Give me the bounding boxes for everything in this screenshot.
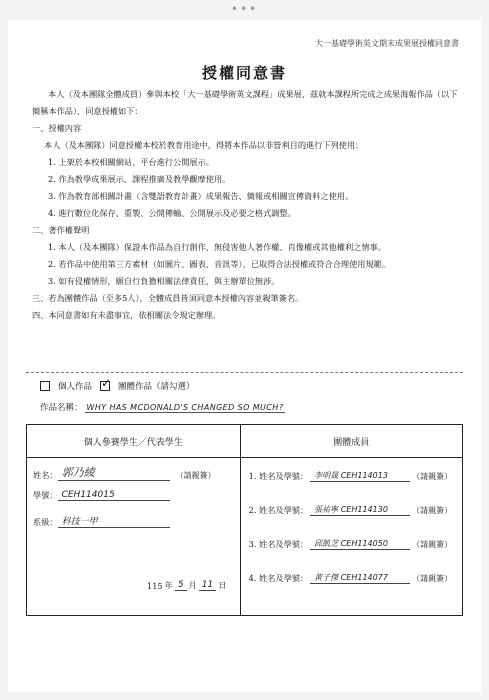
work-name-label: 作品名稱： <box>40 403 83 413</box>
date-year-unit: 年 <box>164 580 173 590</box>
section-1-item: 2. 作為教學成果展示、課程推廣及教學觀摩使用。 <box>48 174 231 184</box>
department-label: 系級： <box>33 517 58 527</box>
section-3: 三、若為團體作品（至多5人），全體成員皆須同意本授權內容並親筆簽名。 <box>32 293 304 303</box>
date-month-unit: 月 <box>188 580 197 590</box>
group-label: 團體作品（請勾選） <box>118 382 195 392</box>
section-4: 四、本同意書如有未盡事宜，依相關法令規定辦理。 <box>32 310 221 320</box>
document-page <box>8 20 481 692</box>
member-signature[interactable]: 黃子傑 CEH114077 <box>310 572 410 584</box>
sign-date <box>147 580 226 591</box>
group-checkbox[interactable] <box>100 381 110 391</box>
name-signature[interactable]: 郭乃綾 <box>58 464 170 481</box>
work-name-row <box>40 401 285 413</box>
department-value[interactable]: 科技一甲 <box>58 514 170 528</box>
members-header: 團體成員 <box>240 425 462 458</box>
work-name-value[interactable]: WHY HAS MCDONALD'S CHANGED SO MUCH? <box>86 403 284 412</box>
sign-note: （請親簽） <box>175 471 216 480</box>
member-row <box>249 572 453 584</box>
work-type-choice <box>40 380 195 392</box>
section-1-item: 3. 作為教育部相關計畫（含雙語教育計畫）成果報告、簡報或相關宣傳資料之使用。 <box>48 191 354 201</box>
more-options-icon[interactable]: ••• <box>230 2 259 16</box>
member-sign-note: （請親簽） <box>412 540 453 549</box>
section-2-item: 1. 本人（及本團隊）保證本作品為自行創作，無侵害他人著作權、肖像權或其他權利之情事。 <box>48 242 386 252</box>
members-cell <box>240 458 462 616</box>
member-signature[interactable]: 李明晟 CEH114013 <box>310 470 410 482</box>
member-signature[interactable]: 邱凱芝 CEH114050 <box>310 538 410 550</box>
individual-label: 個人作品 <box>58 382 93 392</box>
department-row <box>33 514 170 528</box>
member-signature[interactable]: 張祐寧 CEH114130 <box>310 504 410 516</box>
member-label: 3. 姓名及學號： <box>248 539 309 549</box>
member-sign-note: （請親簽） <box>412 506 453 515</box>
section-1-heading: 一、授權內容 <box>32 123 82 133</box>
representative-header: 個人參賽學生／代表學生 <box>27 425 241 458</box>
section-2-heading: 二、著作權聲明 <box>32 225 90 235</box>
section-1-lead: 本人（及本團隊）同意授權本校於教育用途中，得將本作品以非營利目的進行下列使用： <box>44 140 364 150</box>
section-1-item: 1. 上架於本校相關網站、平台進行公開展示。 <box>48 157 214 167</box>
student-id-row <box>33 490 170 501</box>
member-row <box>249 538 453 550</box>
section-divider <box>26 372 463 373</box>
section-2-item: 2. 若作品中使用第三方素材（如圖片、圖表、音訊等），已取得合法授權或符合合理使用規範。 <box>48 259 391 269</box>
student-id-value[interactable]: CEH114015 <box>58 490 170 501</box>
member-label: 2. 姓名及學號： <box>248 505 309 515</box>
header-note: 大一基礎學術英文期末成果展授權同意書 <box>315 39 459 48</box>
member-row <box>249 470 453 482</box>
document-body <box>32 86 464 324</box>
date-month[interactable]: 5 <box>175 580 187 591</box>
date-year: 115 <box>147 581 163 591</box>
student-id-label: 學號： <box>33 490 58 500</box>
individual-checkbox[interactable] <box>40 381 50 391</box>
document-title: 授權同意書 <box>201 64 287 82</box>
intro-paragraph: 本人（及本團隊全體成員）參與本校「大一基礎學術英文課程」成果展，茲就本課程所完成之成果海報作品（以下簡稱本作品），同意授權如下： <box>32 89 458 116</box>
name-row <box>33 464 216 481</box>
representative-cell <box>27 458 241 616</box>
member-label: 4. 姓名及學號： <box>248 573 309 583</box>
signature-table <box>26 424 463 616</box>
member-sign-note: （請親簽） <box>412 574 453 583</box>
section-1-item: 4. 進行數位化保存、重製、公開傳輸、公開展示及必要之格式調整。 <box>48 208 296 218</box>
date-day[interactable]: 11 <box>199 580 216 591</box>
name-label: 姓名： <box>33 470 58 480</box>
member-row <box>249 504 453 516</box>
member-sign-note: （請親簽） <box>412 472 453 481</box>
member-label: 1. 姓名及學號： <box>248 471 309 481</box>
date-day-unit: 日 <box>218 580 227 590</box>
section-2-item: 3. 如有侵權情形，願自行負擔相關法律責任，與主辦單位無涉。 <box>48 276 280 286</box>
